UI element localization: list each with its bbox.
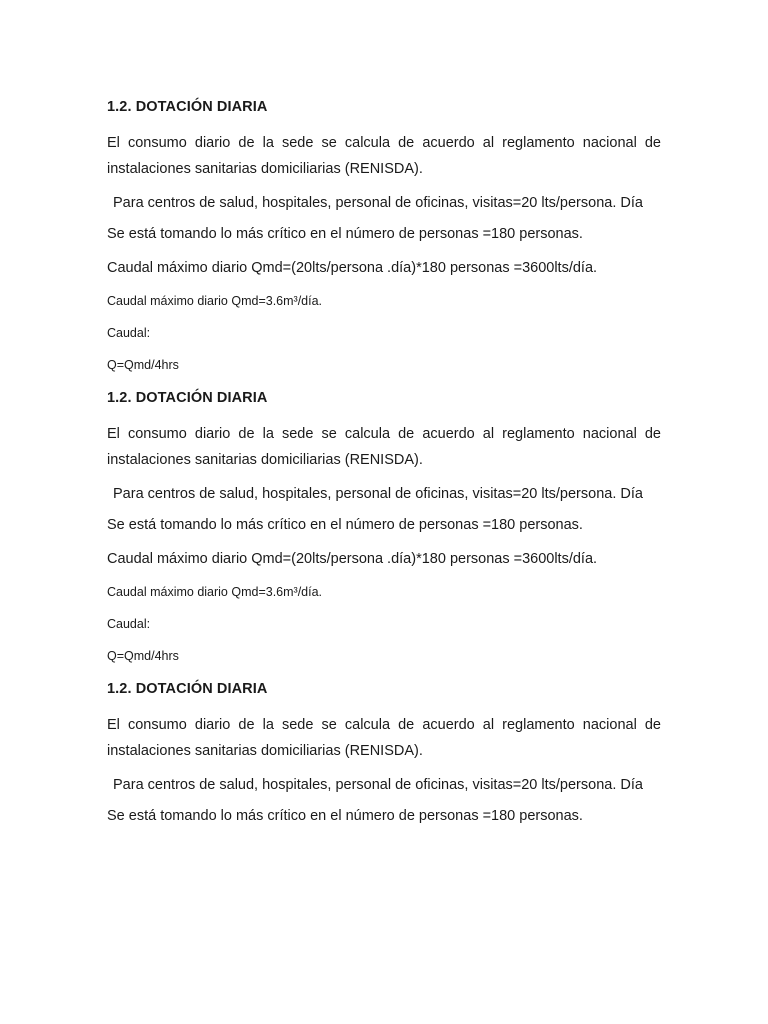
- section-heading: 1.2. DOTACIÓN DIARIA: [107, 99, 268, 115]
- caudal-max-lts-line: Caudal máximo diario Qmd=(20lts/persona .día)*180 personas =3600lts/día.: [107, 260, 598, 276]
- section-dotacion-2: [107, 388, 661, 665]
- caudal-label: Caudal:: [107, 326, 151, 340]
- caudal-label: Caudal:: [107, 617, 151, 631]
- dotacion-paragraph: Para centros de salud, hospitales, personal de oficinas, visitas=20 lts/persona. Día: [113, 486, 643, 502]
- consumo-paragraph: El consumo diario de la sede se calcula de acuerdo al reglamento nacional de instalaciones sanitarias domiciliarias (RENISDA).: [107, 135, 661, 177]
- dotacion-paragraph: Para centros de salud, hospitales, personal de oficinas, visitas=20 lts/persona. Día: [113, 777, 643, 793]
- section-heading: 1.2. DOTACIÓN DIARIA: [107, 681, 268, 697]
- caudal-formula: Q=Qmd/4hrs: [107, 649, 179, 663]
- personas-line: Se está tomando lo más crítico en el número de personas =180 personas.: [107, 226, 583, 242]
- consumo-paragraph: El consumo diario de la sede se calcula de acuerdo al reglamento nacional de instalaciones sanitarias domiciliarias (RENISDA).: [107, 717, 661, 759]
- document-body: [107, 97, 661, 840]
- personas-line: Se está tomando lo más crítico en el número de personas =180 personas.: [107, 517, 583, 533]
- section-heading: 1.2. DOTACIÓN DIARIA: [107, 390, 268, 406]
- personas-line: Se está tomando lo más crítico en el número de personas =180 personas.: [107, 808, 583, 824]
- section-dotacion-3: [107, 679, 661, 826]
- caudal-formula: Q=Qmd/4hrs: [107, 358, 179, 372]
- section-dotacion-1: [107, 97, 661, 374]
- caudal-max-m3-line: Caudal máximo diario Qmd=3.6m³/día.: [107, 585, 323, 599]
- caudal-max-m3-line: Caudal máximo diario Qmd=3.6m³/día.: [107, 294, 323, 308]
- caudal-max-lts-line: Caudal máximo diario Qmd=(20lts/persona .día)*180 personas =3600lts/día.: [107, 551, 598, 567]
- consumo-paragraph: El consumo diario de la sede se calcula de acuerdo al reglamento nacional de instalaciones sanitarias domiciliarias (RENISDA).: [107, 426, 661, 468]
- dotacion-paragraph: Para centros de salud, hospitales, personal de oficinas, visitas=20 lts/persona. Día: [113, 195, 643, 211]
